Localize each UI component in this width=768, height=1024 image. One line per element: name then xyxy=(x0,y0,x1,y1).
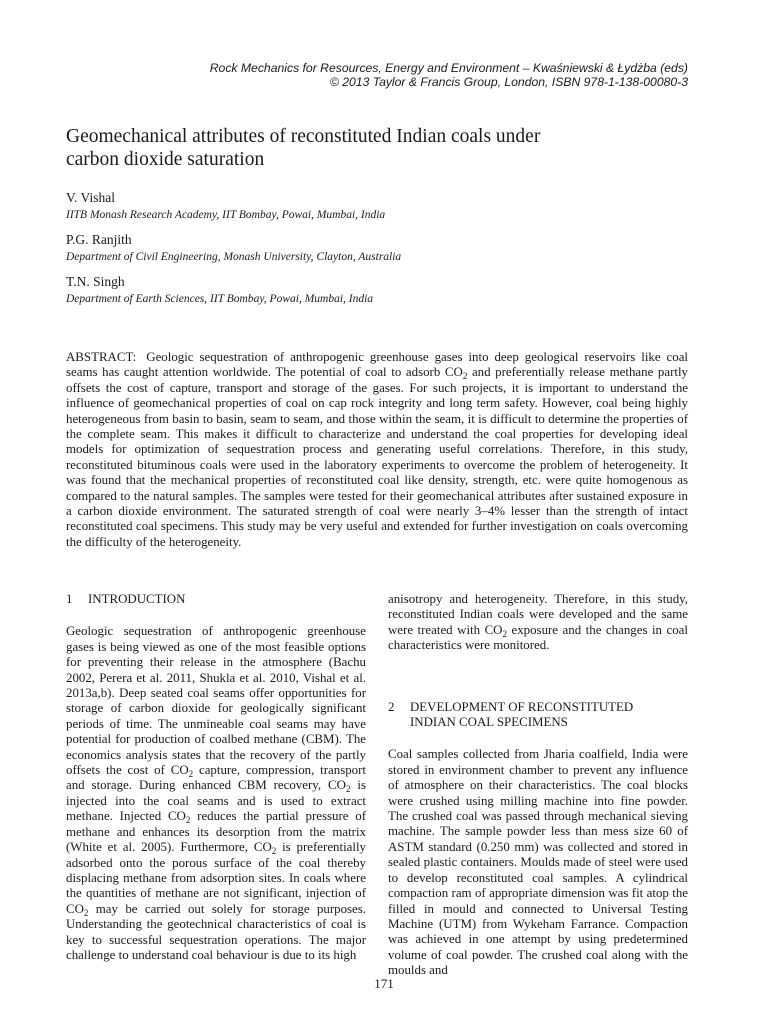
paragraph: anisotropy and heterogeneity. Therefore, in this study, reconstituted Indian coals were developed and the same were treated with $CO_2$ exposure and the changes in coal characteristics were monitored. xyxy=(388,592,688,653)
page-number: 171 xyxy=(374,976,394,991)
author-name: V. Vishal xyxy=(66,190,115,205)
abstract: ABSTRACT: Geologic sequestration of anthropogenic greenhouse gases into deep geological reservoirs like coal seams has caught attention worldwide. The potential of coal to adsorb $CO_2$ and preferentially release methane partly offsets the cost of capture, transport and storage of the gases. For such projects, it is important to understand the influence of geomechanical properties of coal on cap rock integrity and long term safety. However, coal being highly heterogeneous from basin to basin, seam to seam, and those within the seam, it is difficult to determine the properties of the complete seam. This makes it difficult to characterize and understand the coal properties for developing ideal models for optimization of sequestration process and generating useful correlations. Therefore, in this study, reconstituted bituminous coals were used in the laboratory experiments to overcome the problem of heterogeneity. It was found that the mechanical properties of reconstituted coal like density, strength, etc. were quite homogenous as compared to the natural samples. The samples were tested for their geomechanical attributes after sustained exposure in a carbon dioxide environment. The saturated strength of coal were nearly 3–4% lesser than the strength of intact reconstituted coal specimens. This study may be very useful and extended for further investigation on coals overcoming the difficulty of the heterogeneity. xyxy=(66,350,688,549)
author-name: T.N. Singh xyxy=(66,274,125,289)
paragraph: Coal samples collected from Jharia coalfield, India were stored in environment chamber to prevent any influence of atmosphere on their characteristics. The coal blocks were crushed using milling machine into fine powder. The crushed coal was passed through mechanical sieving machine. The sample powder less than mess size 60 of ASTM standard (0.250 mm) was collected and stored in sealed plastic containers. Moulds made of steel were used to develop reconstituted coal samples. A cylindrical compaction ram of appropriate dimension was fit atop the filled in mould and connected to Universal Testing Machine (UTM) from Wykeham Farrance. Compaction was achieved in one attempt by using predetermined volume of coal powder. The crushed coal along with the moulds and xyxy=(388,747,688,978)
author-affiliation: IITB Monash Research Academy, IIT Bombay, Powai, Mumbai, India xyxy=(66,209,386,221)
right-column xyxy=(388,592,688,979)
header-line-2: © 2013 Taylor & Francis Group, London, ISBN 978-1-138-00080-3 xyxy=(329,75,688,89)
paragraph: Geologic sequestration of anthropogenic greenhouse gases is being viewed as one of the most feasible options for preventing their release in the atmosphere (Bachu 2002, Perera et al. 2011, Shukla et al. 2010, Vishal et al. 2013a,b). Deep seated coal seams offer opportunities for storage of carbon dioxide for geologically significant periods of time. The unmineable coal seams may have potential for production of coalbed methane (CBM). The economics analysis states that the recovery of the partly offsets the cost of $CO_2$ capture, compression, transport and storage. During enhanced CBM recovery, $CO_2$ is injected into the coal seams and is used to extract methane. Injected $CO_2$ reduces the partial pressure of methane and enhances its desorption from the matrix (White et al. 2005). Furthermore, $CO_2$ is preferentially adsorbed onto the porous surface of the coal thereby displacing methane from adsorption sites. In coals where the quantities of methane are not significant, injection of $CO_2$ may be carried out solely for storage purposes. Understanding the geotechnical characteristics of coal is key to successful sequestration operations. The major challenge to understand coal behaviour is due to its high xyxy=(66,624,367,962)
section-heading: 2 DEVELOPMENT OF RECONSTITUTED INDIAN COAL SPECIMENS xyxy=(388,699,634,730)
section-heading: 1 INTRODUCTION xyxy=(66,592,186,606)
author-name: P.G. Ranjith xyxy=(66,232,132,247)
header-line-1: Rock Mechanics for Resources, Energy and Environment – Kwaśniewski & Łydżba (eds) xyxy=(209,61,688,75)
author-affiliation: Department of Earth Sciences, IIT Bombay, Powai, Mumbai, India xyxy=(66,293,374,305)
running-header xyxy=(210,61,688,89)
left-column xyxy=(66,592,366,963)
author-affiliation: Department of Civil Engineering, Monash University, Clayton, Australia xyxy=(66,251,402,263)
paper-title: Geomechanical attributes of reconstituted Indian coals under carbon dioxide saturation xyxy=(66,126,541,170)
abstract-label: ABSTRACT: xyxy=(66,350,137,364)
